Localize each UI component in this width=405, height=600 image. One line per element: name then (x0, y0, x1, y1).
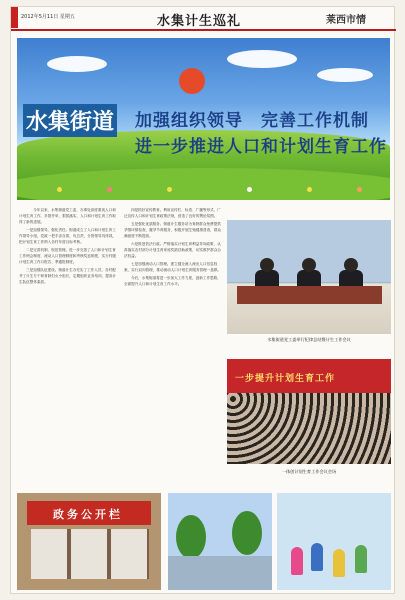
meeting-table (237, 286, 382, 304)
audience (227, 393, 391, 464)
place-name: 水集街道 (23, 104, 117, 137)
header-accent-block (11, 7, 18, 28)
service-photo (277, 493, 391, 590)
flower-row (17, 187, 390, 195)
ground (168, 556, 272, 590)
article-column-2 (124, 207, 222, 289)
headline-line-2: 进一步推进人口和计划生育工作 (135, 137, 387, 157)
meeting-photo (227, 220, 391, 334)
photo-caption: 水集街道党工委举行纪律总结暨计生工作会议 (267, 337, 351, 342)
outdoor-photo (168, 493, 272, 590)
notice-board (31, 529, 149, 579)
cloud-shape (227, 50, 297, 68)
notice-sign-text: 政务公开栏 (53, 508, 123, 521)
photo-caption: 一体创计划生育工作会议会场 (281, 469, 337, 474)
cloud-shape (317, 68, 373, 82)
issue-date: 2012年5月11日 星期五 (21, 14, 75, 20)
page-header (11, 7, 396, 33)
newspaper-page (10, 6, 395, 594)
paragraph: 二是完善机制，规范管理。进一步完善了人口和计划生育工作例会制度、流动人口管理制度和考核奖惩制度，实行村级计划生育工作月报告、季通报制度。 (19, 248, 117, 264)
tree-shape (176, 515, 206, 559)
notice-board-photo (17, 493, 161, 590)
paragraph: 今年以来，水集街道党工委、办事处高度重视人口和计划生育工作，多措并举，狠抓落实，人口和计划生育工作取得了新的进展。 (19, 208, 117, 224)
headline-banner (17, 38, 390, 200)
header-divider (11, 29, 396, 31)
cloud-shape (47, 56, 107, 72)
paragraph: 五是强化优质服务。街道计生服务站为育龄群众免费提供孕情环情检查、避孕节育服务，积极开展生殖健康普查，群众满意度不断提高。 (124, 222, 222, 238)
headline-line-1: 加强组织领导 完善工作机制 (135, 111, 369, 131)
tree-shape (232, 511, 262, 555)
masthead-brand: 莱西市情 (326, 15, 366, 26)
conference-photo (227, 359, 391, 464)
stage-banner-text: 一步提升计划生育工作 (235, 374, 336, 384)
paragraph: 一是加强领导，强化责任。街道成立了人口和计划生育工作领导小组，党政一把手亲自抓、负总责，分管领导具体抓，把计划生育工作纳入各村年度目标考核。 (19, 228, 117, 244)
stage-banner (227, 359, 391, 393)
paragraph: 三是加强队伍建设。街道计生办充实了工作人员，各村配齐了计生专干和育龄妇女小组长，定期组织业务培训，提高计生队伍整体素质。 (19, 268, 117, 284)
sun-graphic (179, 68, 205, 94)
section-title: 水集计生巡礼 (157, 14, 242, 29)
article-column-1 (19, 207, 119, 287)
paragraph: 六是推进依法行政。严格落实计划生育利益导向政策，认真落实农村部分计划生育家庭奖励扶助政策，切实维护群众合法权益。 (124, 242, 222, 258)
paragraph: 七是加强流动人口管理。建立健全流入流出人口信息档案，实行双向管理，推动流动人口计划生育服务管理一盘棋。 (124, 262, 222, 272)
paragraph: 四是抓好宣传教育。利用宣传栏、标语、广播等形式，广泛宣传人口和计划生育政策法规，营造了良好的舆论氛围。 (124, 208, 221, 218)
paragraph: 今后，水集街道将进一步加大工作力度，创新工作思路，全面提升人口和计划生育工作水平。 (124, 276, 221, 286)
notice-sign (27, 501, 151, 525)
grass-foreground (17, 168, 390, 200)
